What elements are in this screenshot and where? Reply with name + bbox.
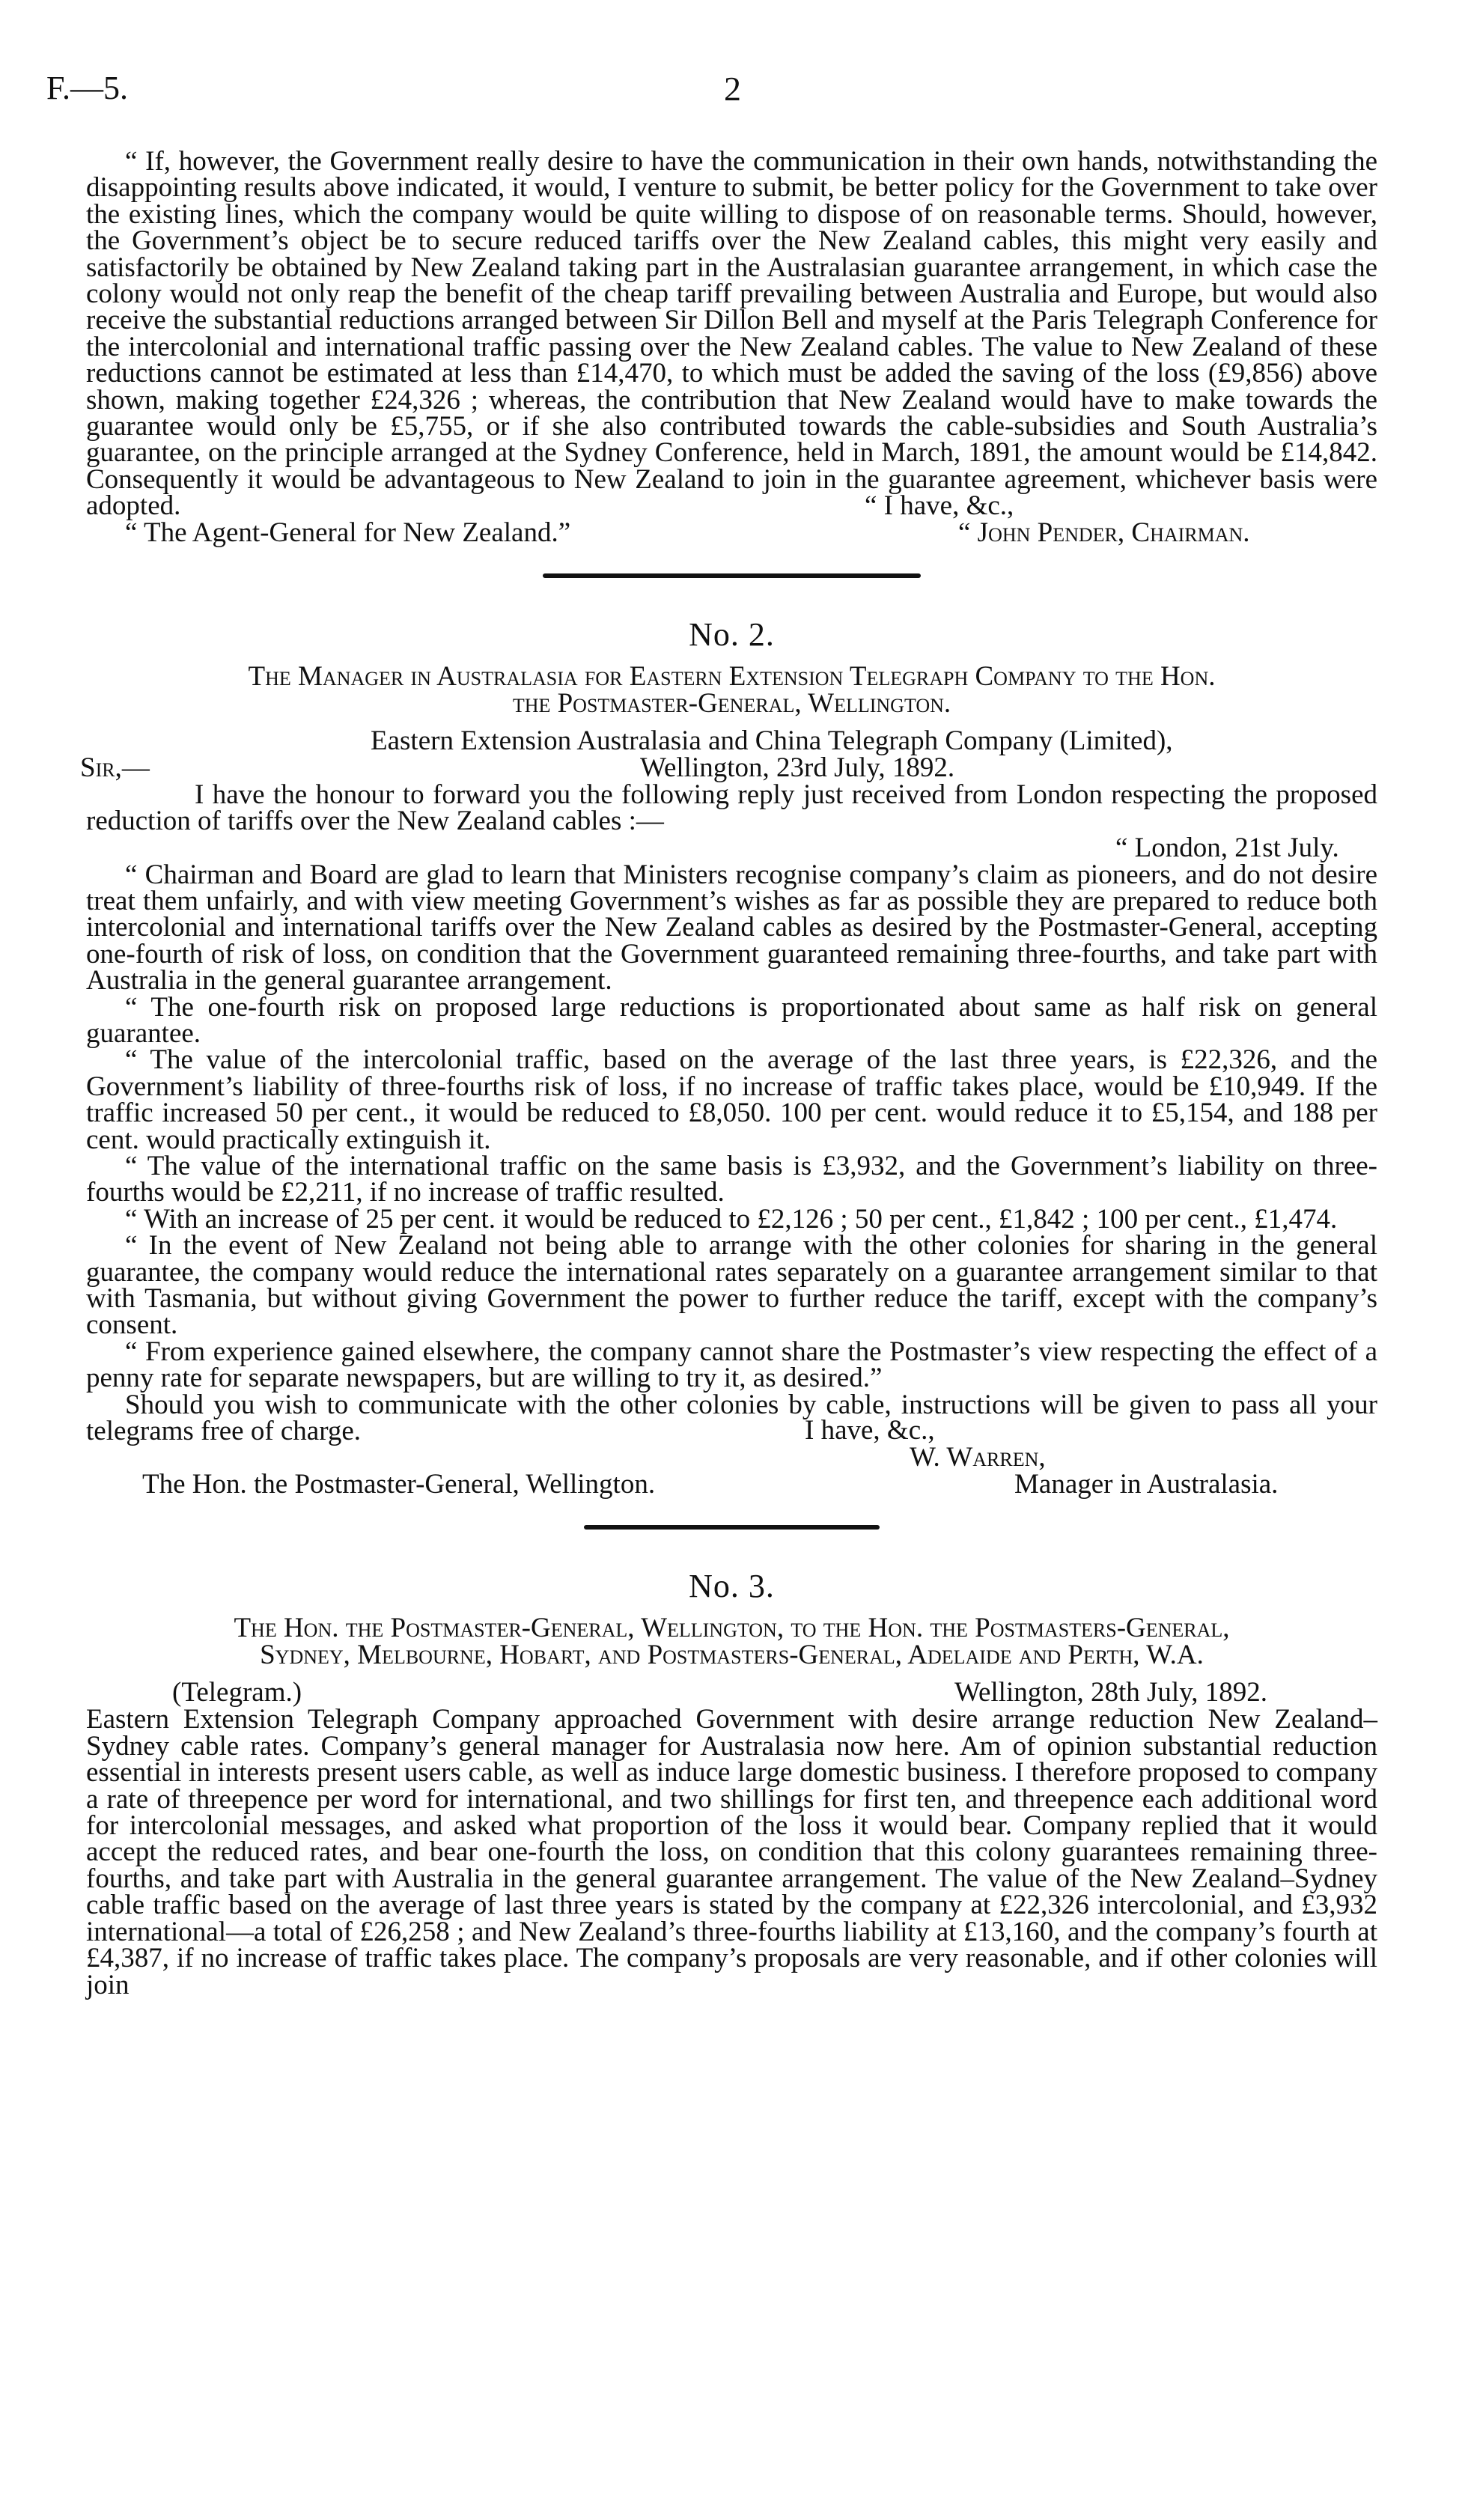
document-2-signer-row [86, 1444, 1377, 1471]
document-2-cable-date: “ London, 21st July. [1115, 832, 1339, 863]
document-2-closing-row [86, 1417, 1377, 1444]
document-2-letterhead-row [86, 725, 1377, 756]
letter-1-signature-row [86, 517, 1377, 548]
section-divider-1 [543, 573, 921, 578]
document-3-body: Eastern Extension Telegraph Company approached Government with desire arrange reduction New Zealand–Sydney cable rates. Company’s general manager for Australasia now here. Am of opinion substantial reduction essential in interests present users cable, as well as induce large domestic business. I therefore proposed to company a rate of threepence per word for international, and two shillings for first ten, and threepence each additional word for intercolonial messages, and asked what proportion of the loss it would bear. Company replied that it would accept the reduced rates, and bear one-fourth the loss, on condition that this colony guarantees remaining three-fourths, and take part with Australia in the general guarantee arrangement. The value of the New Zealand–Sydney cable traffic based on the average of last three years is stated by the company at £22,326 intercolonial, and £3,932 international—a total of £26,258 ; and New Zealand’s three-fourths liability at £13,160, and the company’s fourth at £4,387, if no increase of traffic takes place. The company’s proposals are very reasonable, and if other colonies will join [86, 1704, 1377, 2000]
document-reference: F.—5. [46, 70, 128, 106]
document-2-from-place: Wellington, 23rd July, 1892. [640, 752, 955, 783]
letter-1-closing-row [86, 490, 1377, 521]
document-2-closing: I have, &c., [805, 1415, 935, 1446]
document-3-number: No. 3. [689, 1568, 775, 1605]
document-2-paragraph: Should you wish to communicate with the other colonies by cable, instructions will be given to pass all your telegrams free of charge. [86, 1389, 1377, 1447]
document-2-number: No. 2. [689, 615, 775, 653]
document-2-addressee-row [86, 1471, 1377, 1498]
document-2-paragraph: “ The value of the international traffic on the same basis is £3,932, and the Government’s liability on three-fourths would be £2,211, if no increase of traffic resulted. [86, 1150, 1377, 1208]
document-2-paragraph: “ From experience gained elsewhere, the company cannot share the Postmaster’s view respecting the effect of a penny rate for separate newspapers, but are willing to try it, as desired.” [86, 1336, 1377, 1394]
document-2-paragraph: “ The one-fourth risk on proposed large reductions is proportionated about same as half risk on general guarantee. [86, 991, 1377, 1049]
document-2-intro: I have the honour to forward you the following reply just received from London respecting the proposed reduction of tariffs over the New Zealand cables :— [86, 779, 1377, 837]
document-2-heading-line-1: The Manager in Australasia for Eastern Extension Telegraph Company to the Hon. [248, 660, 1216, 692]
document-3-place-date: Wellington, 28th July, 1892. [954, 1677, 1268, 1708]
document-2-paragraph: “ Chairman and Board are glad to learn that Ministers recognise company’s claim as pioneers, and do not desire treat them unfairly, and with view meeting Government’s wishes as far as possible they are prepared to reduce both intercolonial and international tariffs over the New Zealand cables as desired by the Postmaster-General, accepting one-fourth of risk of loss, on condition that the Government guaranteed remaining three-fourths, and take part with Australia in the general guarantee arrangement. [86, 859, 1377, 996]
document-2-from-company: Eastern Extension Australasia and China Telegraph Company (Limited), [371, 725, 1173, 756]
page-number: 2 [724, 70, 741, 108]
letter-1-continuation [80, 146, 1377, 2000]
document-3-heading-line-2: Sydney, Melbourne, Hobart, and Postmasters-General, Adelaide and Perth, W.A. [260, 1640, 1204, 1671]
document-2-signer: W. Warren, [910, 1442, 1046, 1473]
document-3-type: (Telegram.) [172, 1677, 302, 1708]
letter-1-signature: “ John Pender, Chairman. [958, 517, 1250, 548]
letter-1-addressee: “ The Agent-General for New Zealand.” [125, 517, 571, 548]
section-divider-2 [584, 1525, 880, 1530]
document-2-paragraph: “ The value of the intercolonial traffic, based on the average of the last three years, is £22,326, and the Government’s liability of three-fourths risk of loss, if no increase of traffic takes place, would be £10,949. If the traffic increased 50 per cent., it would be reduced to £8,050. 100 per cent. would reduce it to £5,154, and 188 per cent. would practically extinguish it. [86, 1044, 1377, 1155]
document-2-salutation-row [80, 752, 1377, 783]
document-2-salutation: Sir,— [80, 752, 150, 783]
letter-1-body: “ If, however, the Government really desire to have the communication in their own hands, notwithstanding the disappointing results above indicated, it would, I venture to submit, be better policy for the Government to take over the existing lines, which the company would be quite willing to dispose of on reasonable terms. Should, however, the Government’s object be to secure reduced tariffs over the New Zealand cables, this might very easily and satisfactorily be obtained by New Zealand taking part in the Australasian guarantee arrangement, in which case the colony would not only reap the benefit of the cheap tariff prevailing between Australia and Europe, but would also receive the substantial reductions arranged between Sir Dillon Bell and myself at the Paris Telegraph Conference for the intercolonial and international traffic passing over the New Zealand cables. The value to New Zealand of these reductions cannot be estimated at less than £14,470, to which must be added the saving of the loss (£9,856) above shown, making together £24,326 ; whereas, the contribution that New Zealand would have to make towards the guarantee would only be £5,755, or if she also contributed towards the cable-subsidies and South Australia’s guarantee, on the principle arranged at the Sydney Conference, held in March, 1891, the amount would be £14,842. Consequently it would be advantageous to New Zealand to join in the guarantee agreement, whichever basis were adopted. [86, 146, 1377, 522]
document-2-paragraph: “ With an increase of 25 per cent. it would be reduced to £2,126 ; 50 per cent., £1,842 ; 100 per cent., £1,474. [125, 1203, 1338, 1235]
document-2-addressee: The Hon. the Postmaster-General, Wellington. [142, 1469, 656, 1500]
letter-1-closing: “ I have, &c., [865, 490, 1014, 521]
document-3-heading-line-1: The Hon. the Postmaster-General, Wellington, to the Hon. the Postmasters-General, [234, 1613, 1230, 1644]
document-2-paragraph: “ In the event of New Zealand not being able to arrange with the other colonies for sharing in the general guarantee, the company would reduce the international rates separately on a guarantee arrangement similar to that with Tasmania, but without giving Government the power to further reduce the tariff, except with the company’s consent. [86, 1230, 1377, 1341]
page-header [46, 69, 1379, 114]
document-2-heading-line-2: the Postmaster-General, Wellington. [512, 687, 951, 719]
document-3-meta-row [86, 1679, 1377, 1706]
document-2-cable-date-row [86, 832, 1377, 863]
document-2-signer-title: Manager in Australasia. [1014, 1469, 1279, 1500]
